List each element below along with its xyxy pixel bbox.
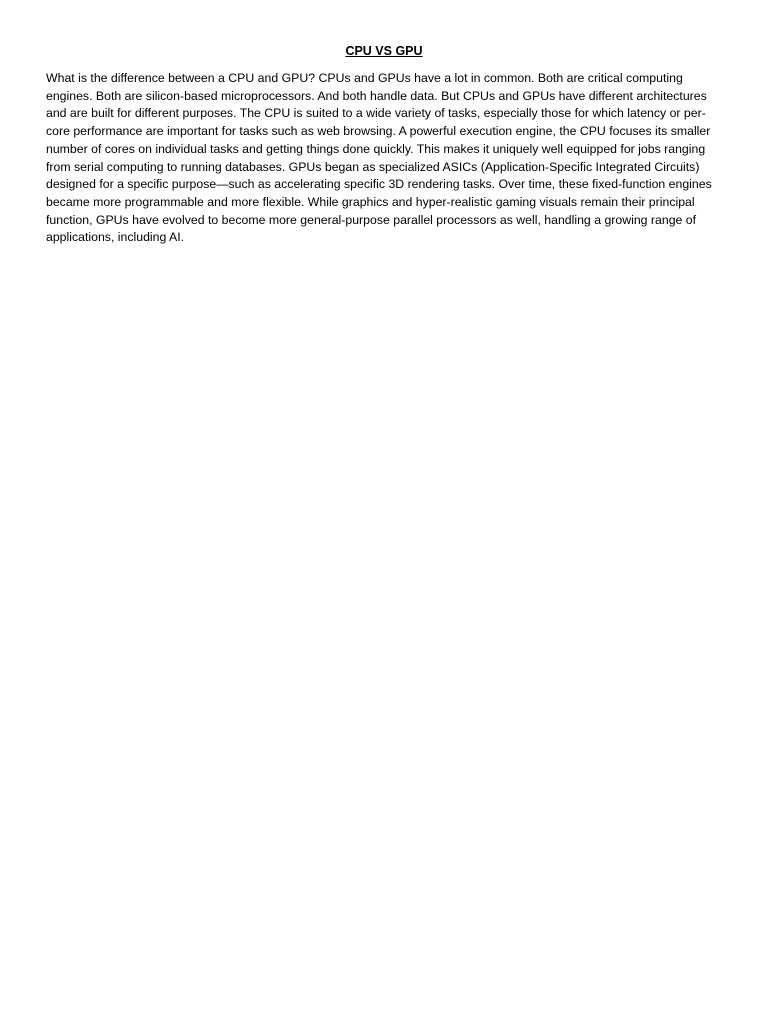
document-title: CPU VS GPU (345, 44, 423, 58)
document-body-paragraph: What is the difference between a CPU and GPU? CPUs and GPUs have a lot in common. Both are critical computing engines. Both are silicon-based microprocessors. And both handle data. But CPUs and GPUs have different architectures and are built for different purposes. The CPU is suited to a wide variety of tasks, especially those for which latency or per-core performance are important for tasks such as web browsing. A powerful execution engine, the CPU focuses its smaller number of cores on individual tasks and getting things done quickly. This makes it uniquely well equipped for jobs ranging from serial computing to running databases. GPUs began as specialized ASICs (Application-Specific Integrated Circuits) designed for a specific purpose—such as accelerating specific 3D rendering tasks. Over time, these fixed-function engines became more programmable and more flexible. While graphics and hyper-realistic gaming visuals remain their principal function, GPUs have evolved to become more general-purpose parallel processors as well, handling a growing range of applications, including AI. (46, 71, 712, 245)
